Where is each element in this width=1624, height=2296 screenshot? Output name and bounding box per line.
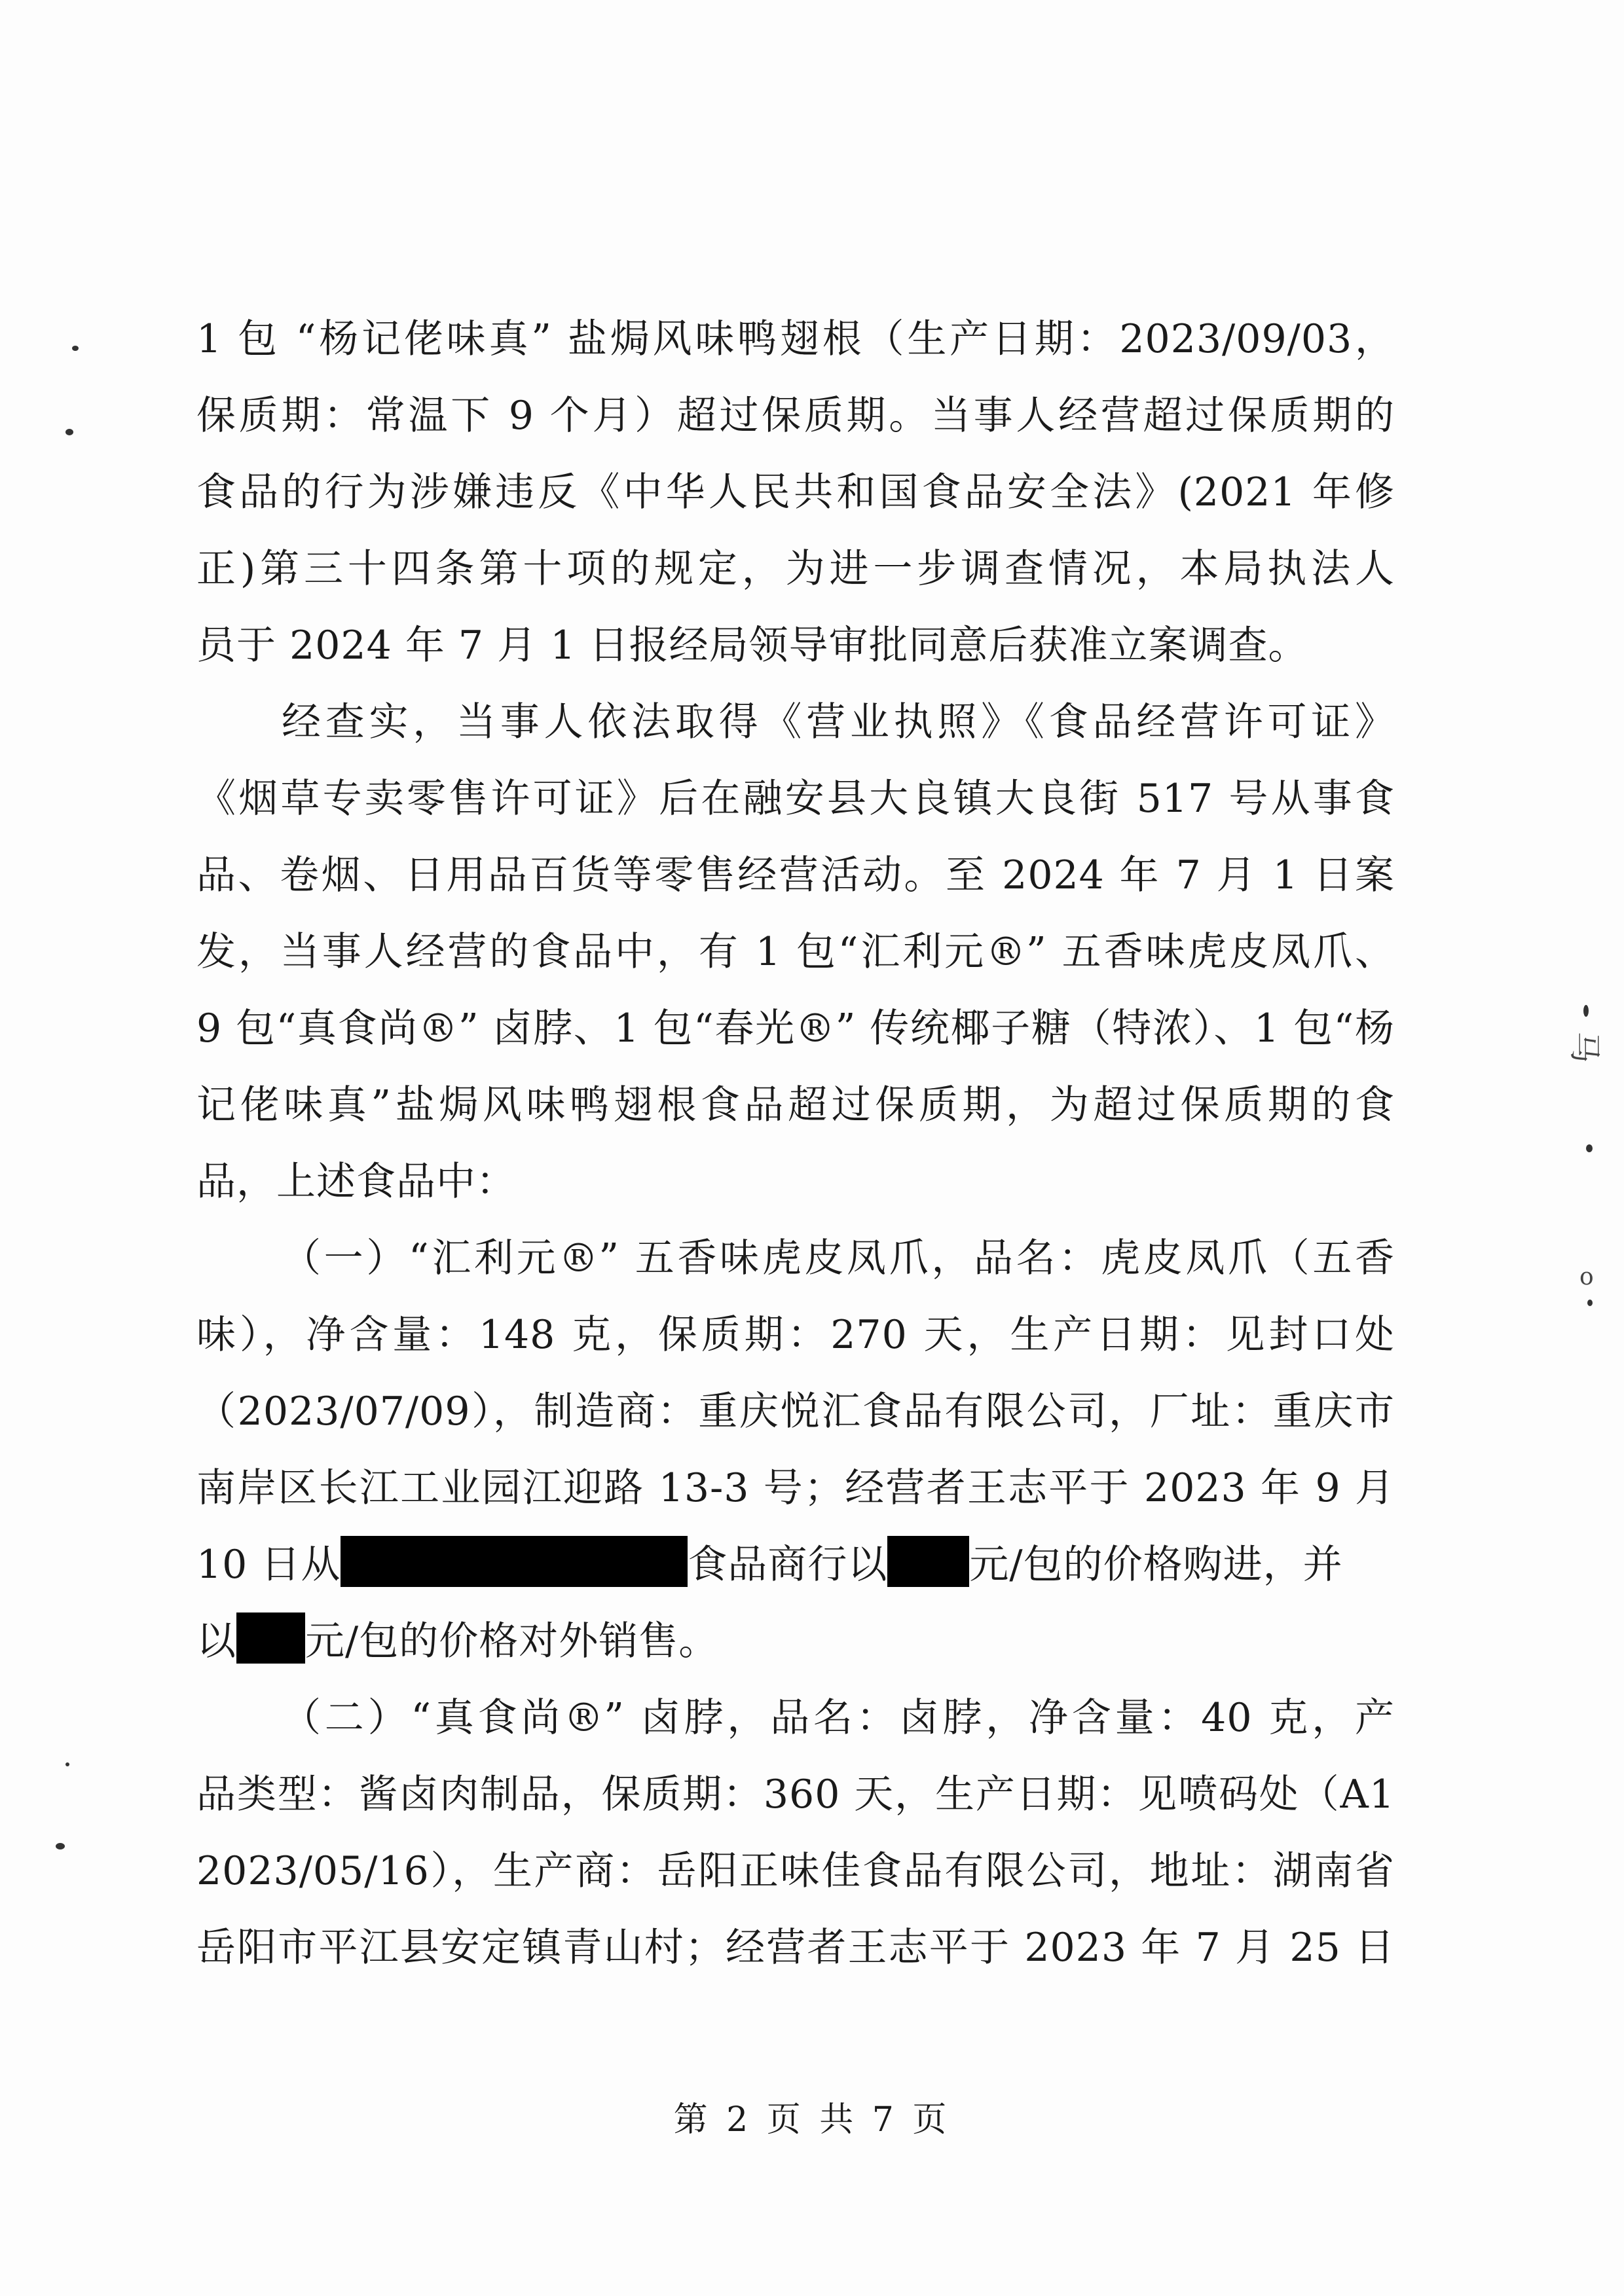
text-line: 保质期：常温下 9 个月）超过保质期。当事人经营超过保质期的 xyxy=(196,393,1395,439)
text-line xyxy=(196,1603,1395,1680)
text-line: 1 包 “杨记佬味真” 盐焗风味鸭翅根（生产日期：2023/09/03， xyxy=(196,316,1395,362)
scan-speck xyxy=(65,1762,69,1766)
redaction-block xyxy=(887,1536,969,1587)
scan-speck xyxy=(65,429,73,435)
text-line: 9 包“真食尚®” 卤脖、1 包“春光®” 传统椰子糖（特浓）、1 包“杨 xyxy=(196,1006,1395,1051)
text-line: 正)第三十四条第十项的规定，为进一步调查情况，本局执法人 xyxy=(196,546,1395,592)
text-line: 品、卷烟、日用品百货等零售经营活动。至 2024 年 7 月 1 日案 xyxy=(196,852,1395,898)
text-line: 岳阳市平江县安定镇青山村；经营者王志平于 2023 年 7 月 25 日 xyxy=(196,1925,1395,1971)
text-line: （一）“汇利元®” 五香味虎皮凤爪，品名：虎皮凤爪（五香 xyxy=(282,1235,1395,1281)
text-line: 发，当事人经营的食品中，有 1 包“汇利元®” 五香味虎皮凤爪、 xyxy=(196,929,1395,975)
scan-speck xyxy=(1583,1005,1589,1017)
document-body xyxy=(196,301,1395,1986)
text-line: 员于 2024 年 7 月 1 日报经局领导审批同意后获准立案调查。 xyxy=(196,623,1308,668)
paragraph xyxy=(196,1680,1395,1986)
text-line: 味），净含量：148 克，保质期：270 天，生产日期：见封口处 xyxy=(196,1312,1395,1358)
text-line: 2023/05/16），生产商：岳阳正味佳食品有限公司，地址：湖南省 xyxy=(196,1848,1395,1894)
scan-speck xyxy=(72,346,79,351)
text-segment: 食品商行以 xyxy=(688,1542,888,1588)
text-line: 记佬味真”盐焗风味鸭翅根食品超过保质期，为超过保质期的食 xyxy=(196,1082,1395,1128)
text-line: 食品的行为涉嫌违反《中华人民共和国食品安全法》(2021 年修 xyxy=(196,469,1395,515)
text-line: 经查实，当事人依法取得《营业执照》《食品经营许可证》 xyxy=(282,699,1395,745)
redaction-block xyxy=(236,1613,305,1664)
paragraph xyxy=(196,301,1395,684)
text-segment: 10 日从 xyxy=(196,1542,341,1588)
scan-speck xyxy=(56,1843,65,1850)
text-segment: 元/包的价格购进，并 xyxy=(969,1542,1343,1588)
text-line: （二）“真食尚®” 卤脖，品名：卤脖，净含量：40 克，产 xyxy=(282,1695,1395,1741)
scan-speck xyxy=(1586,1144,1593,1152)
margin-mark: o xyxy=(1579,1264,1594,1290)
paragraph xyxy=(196,1220,1395,1680)
paragraph xyxy=(196,684,1395,1220)
text-line: 品类型：酱卤肉制品，保质期：360 天，生产日期：见喷码处（A1 xyxy=(196,1772,1395,1817)
margin-mark: 马 xyxy=(1566,1031,1603,1063)
text-segment: 以 xyxy=(196,1618,236,1664)
scan-speck xyxy=(1587,1300,1593,1306)
page-number-footer: 第 2 页 共 7 页 xyxy=(673,2100,951,2140)
text-line: 品，上述食品中： xyxy=(196,1159,516,1205)
text-line: 南岸区长江工业园江迎路 13-3 号；经营者王志平于 2023 年 9 月 xyxy=(196,1465,1395,1511)
redaction-block xyxy=(341,1536,688,1587)
text-segment: 元/包的价格对外销售。 xyxy=(305,1618,719,1664)
text-line xyxy=(196,1527,1395,1603)
text-line: （2023/07/09），制造商：重庆悦汇食品有限公司，厂址：重庆市 xyxy=(196,1389,1395,1434)
text-line: 《烟草专卖零售许可证》后在融安县大良镇大良街 517 号从事食 xyxy=(196,776,1395,822)
